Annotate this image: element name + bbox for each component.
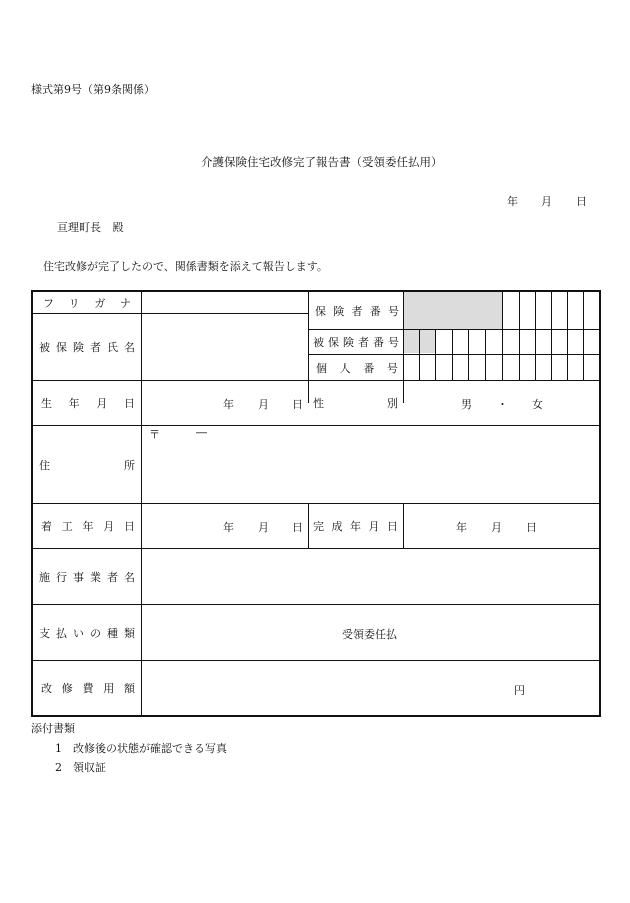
intro-text: 住宅改修が完了したので、関係書類を添えて報告します。 (43, 260, 328, 273)
completion-month-unit: 月 (491, 521, 502, 534)
addressee-name: 亘理町長 (57, 221, 101, 234)
addressee-honorific: 殿 (112, 221, 124, 234)
report-form-table (31, 290, 601, 717)
date-month-label: 月 (541, 195, 552, 208)
sex-male: 男 (461, 398, 472, 411)
sex-label: 性 別 (313, 397, 398, 410)
insured-name-label: 被 保 険 者 氏 名 (39, 341, 135, 354)
sex-separator: ・ (497, 398, 508, 411)
date-year-label: 年 (507, 195, 518, 208)
contractor-name-label: 施 行 事 業 者 名 (39, 570, 135, 584)
start-date-label: 着 工 年 月 日 (41, 520, 135, 533)
birth-month-unit: 月 (258, 398, 269, 411)
form-number: 様式第9号（第9条関係） (31, 83, 155, 96)
furigana-label: フ リ ガ ナ (43, 296, 131, 310)
birth-day-unit: 日 (292, 398, 303, 411)
personal-number-label: 個 人 番 号 (316, 361, 398, 375)
insured-number-label: 被 保 険 者 番 号 (313, 336, 399, 349)
payment-type-value: 受領委任払 (342, 628, 397, 641)
attachments-heading: 添付書類 (31, 722, 75, 735)
yen-unit: 円 (514, 684, 525, 697)
date-day-label: 日 (576, 195, 587, 208)
insurer-number-label: 保 険 者 番 号 (315, 304, 399, 318)
completion-day-unit: 日 (526, 521, 537, 534)
attachment-item-photo: 1 改修後の状態が確認できる写真 (55, 742, 227, 755)
birth-date-label: 生 年 月 日 (41, 397, 135, 410)
start-month-unit: 月 (258, 521, 269, 534)
postal-mark: 〒 (149, 428, 160, 441)
payment-type-label: 支 払 い の 種 類 (39, 626, 135, 640)
sex-female: 女 (532, 398, 543, 411)
address-label: 住 所 (39, 458, 135, 472)
completion-year-unit: 年 (456, 521, 467, 534)
page-title: 介護保険住宅改修完了報告書（受領委任払用） (201, 155, 443, 169)
attachment-item-receipt: 2 領収証 (55, 761, 106, 774)
birth-year-unit: 年 (223, 398, 234, 411)
postal-dash: ― (196, 426, 207, 439)
completion-date-label: 完 成 年 月 日 (313, 520, 398, 533)
start-year-unit: 年 (223, 521, 234, 534)
cost-amount-label: 改 修 費 用 額 (41, 682, 135, 695)
addressee (57, 219, 124, 235)
insurer-number-shade (403, 292, 502, 329)
start-day-unit: 日 (292, 521, 303, 534)
